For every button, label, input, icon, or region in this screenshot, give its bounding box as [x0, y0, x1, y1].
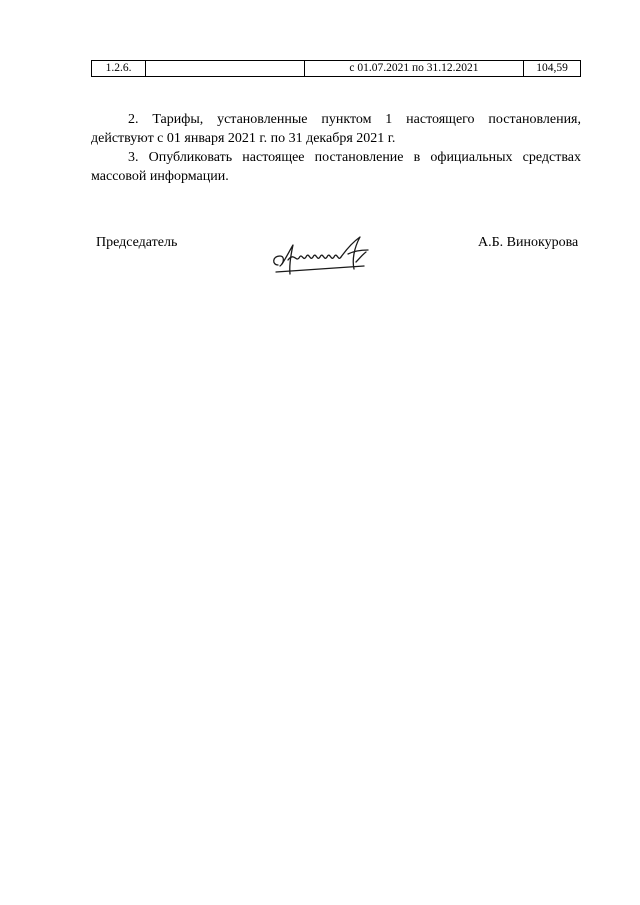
row-value-cell: 104,59	[524, 61, 581, 77]
paragraph-2: 2. Тарифы, установленные пунктом 1 настоящего постановления, действуют с 01 января 2021 г. по 31 декабря 2021 г.	[91, 112, 581, 146]
signatory-title: Председатель	[96, 235, 178, 250]
paragraph-3: 3. Опубликовать настоящее постановление в официальных средствах массовой информации.	[91, 150, 581, 184]
tariff-table	[91, 60, 581, 77]
row-name-cell	[146, 61, 305, 77]
table-row	[92, 61, 581, 77]
row-number-cell: 1.2.6.	[92, 61, 146, 77]
handwritten-signature	[268, 232, 380, 282]
row-period-cell: с 01.07.2021 по 31.12.2021	[305, 61, 524, 77]
signatory-name: А.Б. Винокурова	[478, 235, 579, 250]
